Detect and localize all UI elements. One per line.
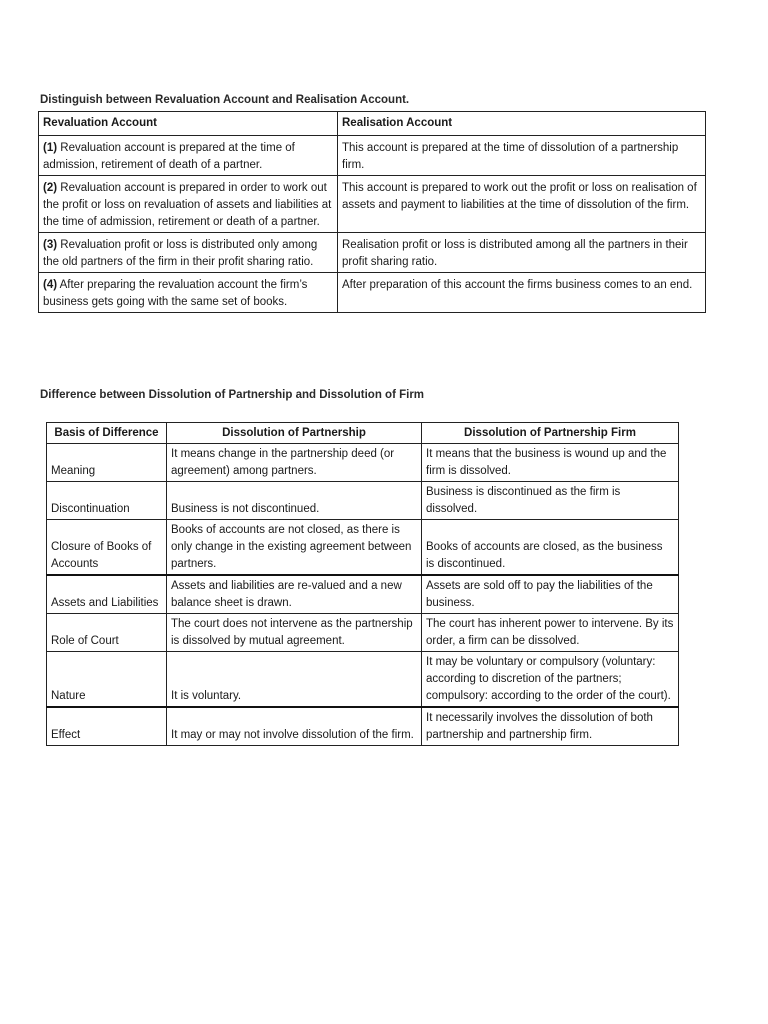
table-row — [39, 233, 706, 273]
basis-cell: Assets and Liabilities — [47, 575, 167, 614]
table-row — [47, 520, 679, 576]
table-row — [47, 614, 679, 652]
realisation-cell: This account is prepared to work out the profit or loss on realisation of assets and payment to liabilities at the time of dissolution of the firm. — [338, 176, 706, 233]
table-row — [47, 707, 679, 746]
basis-cell: Closure of Books of Accounts — [47, 520, 167, 576]
basis-cell: Nature — [47, 652, 167, 708]
firm-cell: It means that the business is wound up and the firm is dissolved. — [422, 444, 679, 482]
table-row — [39, 176, 706, 233]
section1-heading: Distinguish between Revaluation Account and Realisation Account. — [40, 94, 410, 106]
revaluation-cell — [39, 136, 338, 176]
column-header-revaluation: Revaluation Account — [39, 112, 338, 136]
revaluation-cell — [39, 233, 338, 273]
cell-text: After preparing the revaluation account the firm’s business gets going with the same set of books. — [43, 279, 308, 308]
dissolution-comparison-table — [46, 422, 679, 746]
basis-cell: Effect — [47, 707, 167, 746]
table-header-row — [47, 423, 679, 444]
partnership-cell: It is voluntary. — [167, 652, 422, 708]
firm-cell: Assets are sold off to pay the liabilities of the business. — [422, 575, 679, 614]
table-header-row — [39, 112, 706, 136]
column-header-realisation: Realisation Account — [338, 112, 706, 136]
partnership-cell: It may or may not involve dissolution of the firm. — [167, 707, 422, 746]
partnership-cell: Books of accounts are not closed, as there is only change in the existing agreement between partners. — [167, 520, 422, 576]
firm-cell: Business is discontinued as the firm is dissolved. — [422, 482, 679, 520]
revaluation-vs-realisation-table — [38, 111, 706, 313]
column-header-basis: Basis of Difference — [47, 423, 167, 444]
column-header-firm: Dissolution of Partnership Firm — [422, 423, 679, 444]
partnership-cell: The court does not intervene as the partnership is dissolved by mutual agreement. — [167, 614, 422, 652]
firm-cell: It necessarily involves the dissolution of both partnership and partnership firm. — [422, 707, 679, 746]
table-row — [47, 482, 679, 520]
firm-cell: It may be voluntary or compulsory (voluntary: according to discretion of the partners; compulsory: according to the order of the court). — [422, 652, 679, 708]
partnership-cell: Business is not discontinued. — [167, 482, 422, 520]
table-row — [47, 652, 679, 708]
firm-cell: The court has inherent power to intervene. By its order, a firm can be dissolved. — [422, 614, 679, 652]
column-header-partnership: Dissolution of Partnership — [167, 423, 422, 444]
table-row — [39, 136, 706, 176]
basis-cell: Role of Court — [47, 614, 167, 652]
cell-text: Revaluation account is prepared in order to work out the profit or loss on revaluation of assets and liabilities at the time of admission, retirement or death of a partner. — [43, 182, 332, 228]
partnership-cell: It means change in the partnership deed (or agreement) among partners. — [167, 444, 422, 482]
table-row — [39, 273, 706, 313]
cell-text: Revaluation profit or loss is distributed only among the old partners of the firm in their profit sharing ratio. — [43, 239, 318, 268]
basis-cell: Meaning — [47, 444, 167, 482]
point-number: (1) — [43, 142, 58, 154]
point-number: (2) — [43, 182, 58, 194]
basis-cell: Discontinuation — [47, 482, 167, 520]
realisation-cell: This account is prepared at the time of dissolution of a partnership firm. — [338, 136, 706, 176]
realisation-cell: Realisation profit or loss is distributed among all the partners in their profit sharing ratio. — [338, 233, 706, 273]
revaluation-cell — [39, 176, 338, 233]
revaluation-cell — [39, 273, 338, 313]
table-row — [47, 444, 679, 482]
cell-text: Revaluation account is prepared at the time of admission, retirement of death of a partner. — [43, 142, 295, 171]
firm-cell: Books of accounts are closed, as the business is discontinued. — [422, 520, 679, 576]
realisation-cell: After preparation of this account the firms business comes to an end. — [338, 273, 706, 313]
partnership-cell: Assets and liabilities are re-valued and a new balance sheet is drawn. — [167, 575, 422, 614]
point-number: (4) — [43, 279, 58, 291]
section2-heading: Difference between Dissolution of Partnership and Dissolution of Firm — [40, 389, 425, 401]
point-number: (3) — [43, 239, 58, 251]
table-row — [47, 575, 679, 614]
